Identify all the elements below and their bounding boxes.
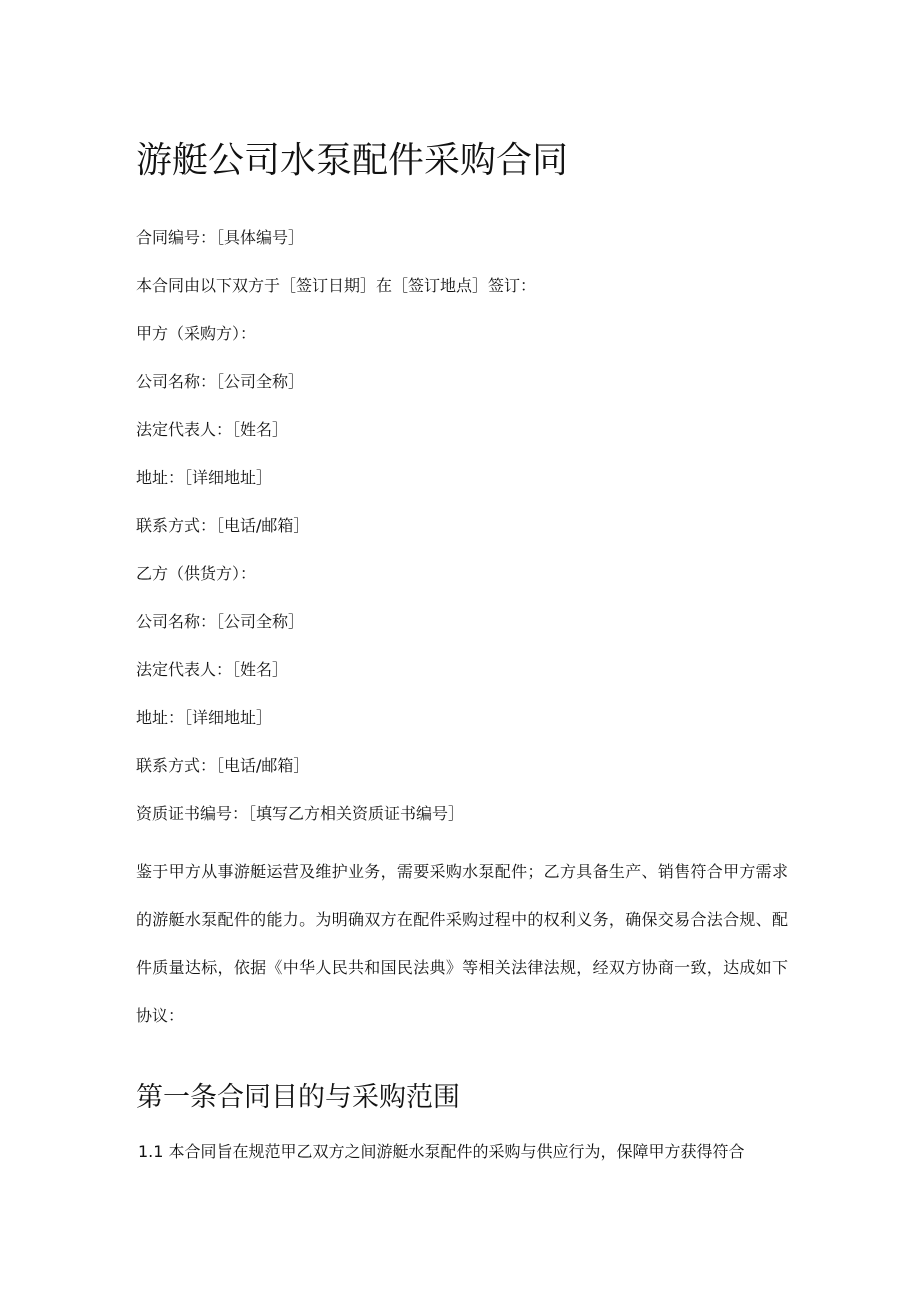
party-b-heading: 乙方（供货方）： bbox=[136, 564, 257, 583]
contract-number-line: 合同编号：［具体编号］ bbox=[136, 228, 305, 247]
party-b-address: 地址：［详细地址］ bbox=[136, 708, 273, 727]
party-b-certificate-number: 资质证书编号：［填写乙方相关资质证书编号］ bbox=[136, 804, 465, 823]
party-a-contact: 联系方式：［电话/邮箱］ bbox=[136, 516, 310, 535]
section-1-heading: 第一条合同目的与采购范围 bbox=[136, 1082, 460, 1113]
signing-info-line: 本合同由以下双方于［签订日期］在［签订地点］签订： bbox=[136, 276, 537, 295]
document-title: 游艇公司水泵配件采购合同 bbox=[136, 140, 569, 181]
party-a-company-name: 公司名称：［公司全称］ bbox=[136, 372, 305, 391]
party-b-legal-rep: 法定代表人：［姓名］ bbox=[136, 660, 289, 679]
party-b-contact: 联系方式：［电话/邮箱］ bbox=[136, 756, 310, 775]
clause-1-1: 1.1 本合同旨在规范甲乙双方之间游艇水泵配件的采购与供应行为，保障甲方获得符合 bbox=[138, 1142, 745, 1161]
party-a-heading: 甲方（采购方）： bbox=[136, 324, 257, 343]
party-a-address: 地址：［详细地址］ bbox=[136, 468, 273, 487]
preamble-paragraph: 鉴于甲方从事游艇运营及维护业务，需要采购水泵配件；乙方具备生产、销售符合甲方需求的游艇水泵配件的能力。为明确双方在配件采购过程中的权利义务，确保交易合法合规、配件质量达标，依据《中华人民共和国民法典》等相关法律法规，经双方协商一致，达成如下协议： bbox=[136, 862, 788, 1025]
party-b-company-name: 公司名称：［公司全称］ bbox=[136, 612, 305, 631]
party-a-legal-rep: 法定代表人：［姓名］ bbox=[136, 420, 289, 439]
